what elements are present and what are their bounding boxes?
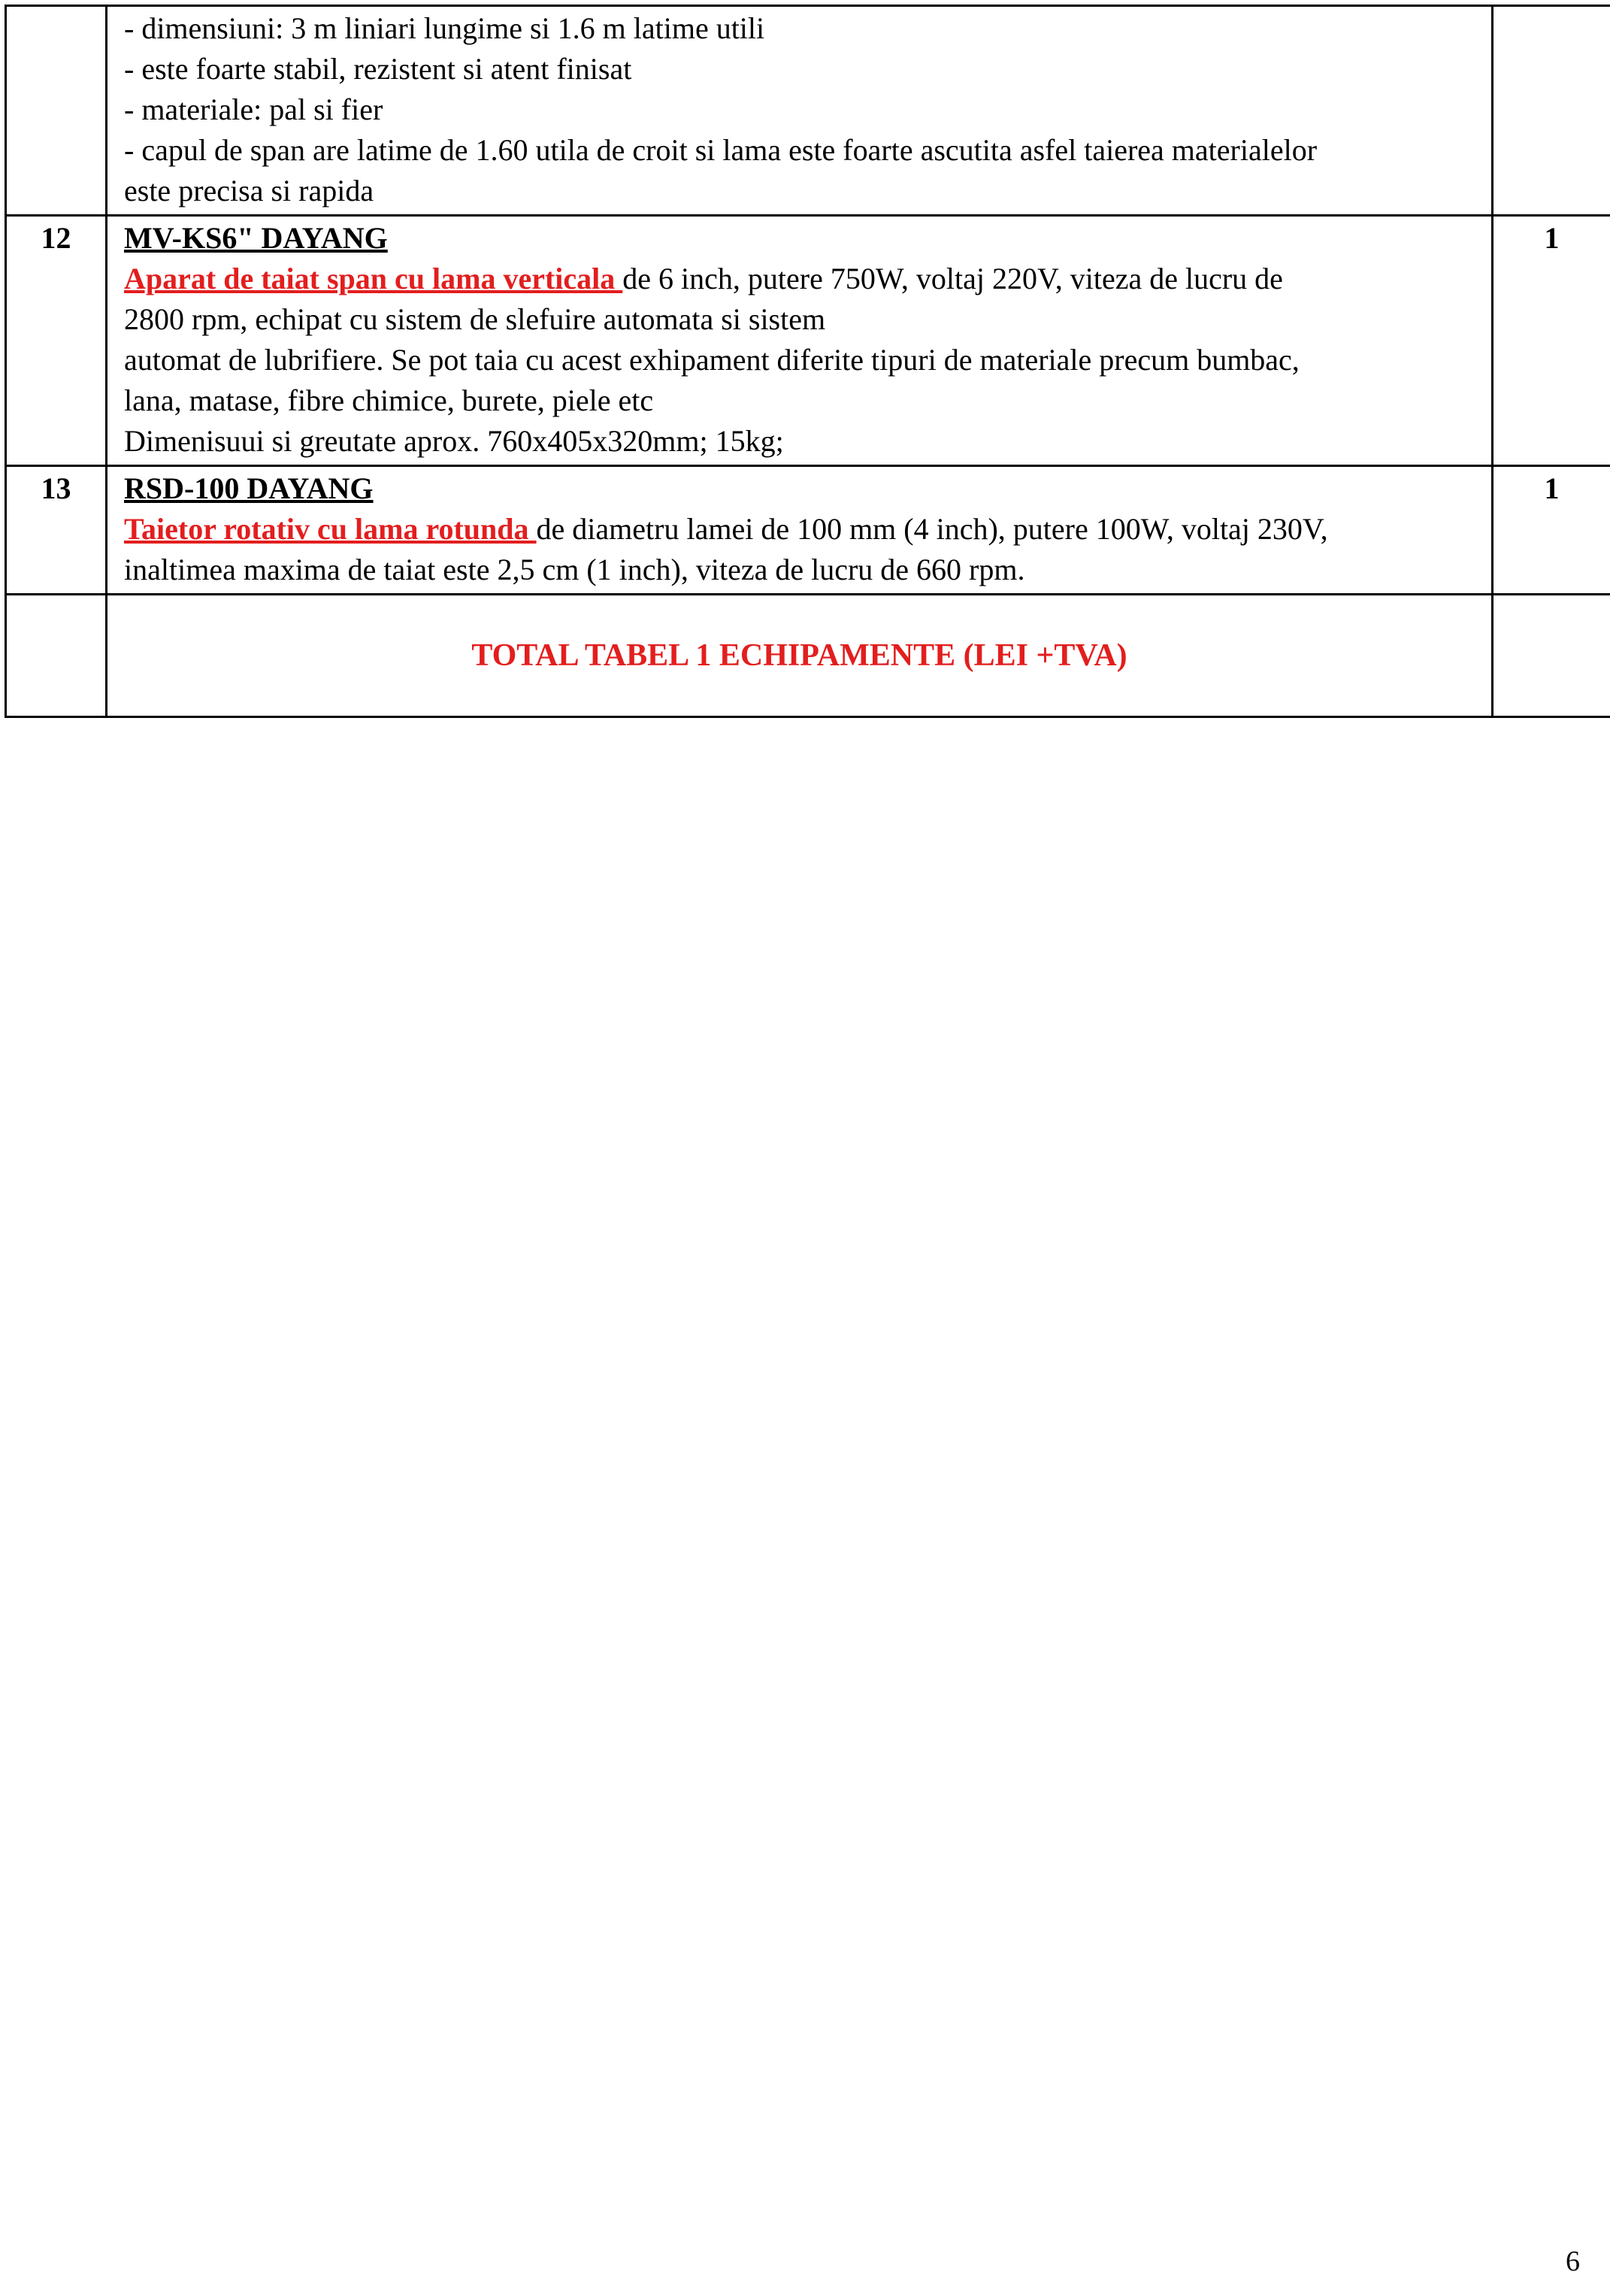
description-text: de 6 inch, putere 750W, voltaj 220V, viteza de lucru de [622, 262, 1283, 295]
quantity: 1 [1493, 216, 1610, 466]
product-title: RSD-100 DAYANG [124, 471, 374, 505]
product-title: MV-KS6" DAYANG [124, 221, 388, 255]
description-line: lana, matase, fibre chimice, burete, piele etc [124, 383, 654, 417]
description-cell [107, 216, 1493, 466]
product-link[interactable]: Aparat de taiat span cu lama verticala [124, 262, 623, 295]
equipment-table [5, 5, 1610, 718]
table-row [6, 466, 1610, 595]
total-value-cell [1493, 595, 1610, 717]
description-line: inaltimea maxima de taiat este 2,5 cm (1 inch), viteza de lucru de 660 rpm. [124, 553, 1025, 586]
description-cell [107, 6, 1493, 216]
quantity: 1 [1493, 466, 1610, 595]
description-first-line [124, 509, 1481, 550]
description-line: este precisa si rapida [124, 174, 374, 207]
table-row [6, 216, 1610, 466]
row-number: 13 [6, 466, 107, 595]
quantity-cell [1493, 6, 1610, 216]
row-number: 12 [6, 216, 107, 466]
product-link[interactable]: Taietor rotativ cu lama rotunda [124, 512, 537, 546]
total-label-cell [107, 595, 1493, 717]
description-line: automat de lubrifiere. Se pot taia cu acest exhipament diferite tipuri de materiale precum bumbac, [124, 343, 1300, 377]
description-cell [107, 466, 1493, 595]
description-line: - capul de span are latime de 1.60 utila de croit si lama este foarte ascutita asfel taierea materialelor [124, 133, 1318, 167]
description-line: - materiale: pal si fier [124, 92, 383, 126]
description-first-line [124, 259, 1481, 299]
row-number-cell [6, 6, 107, 216]
page-number: 6 [1566, 2246, 1580, 2277]
total-row [6, 595, 1610, 717]
description-line: Dimenisuui si greutate aprox. 760x405x320mm; 15kg; [124, 424, 784, 458]
description-line: 2800 rpm, echipat cu sistem de slefuire automata si sistem [124, 302, 826, 336]
table-row-continued [6, 6, 1610, 216]
description-text: de diametru lamei de 100 mm (4 inch), putere 100W, voltaj 230V, [536, 512, 1328, 546]
total-number-cell [6, 595, 107, 717]
description-line: - dimensiuni: 3 m liniari lungime si 1.6 m latime utili [124, 11, 765, 45]
description-line: - este foarte stabil, rezistent si atent finisat [124, 52, 632, 86]
total-label: TOTAL TABEL 1 ECHIPAMENTE (LEI +TVA) [471, 638, 1127, 673]
